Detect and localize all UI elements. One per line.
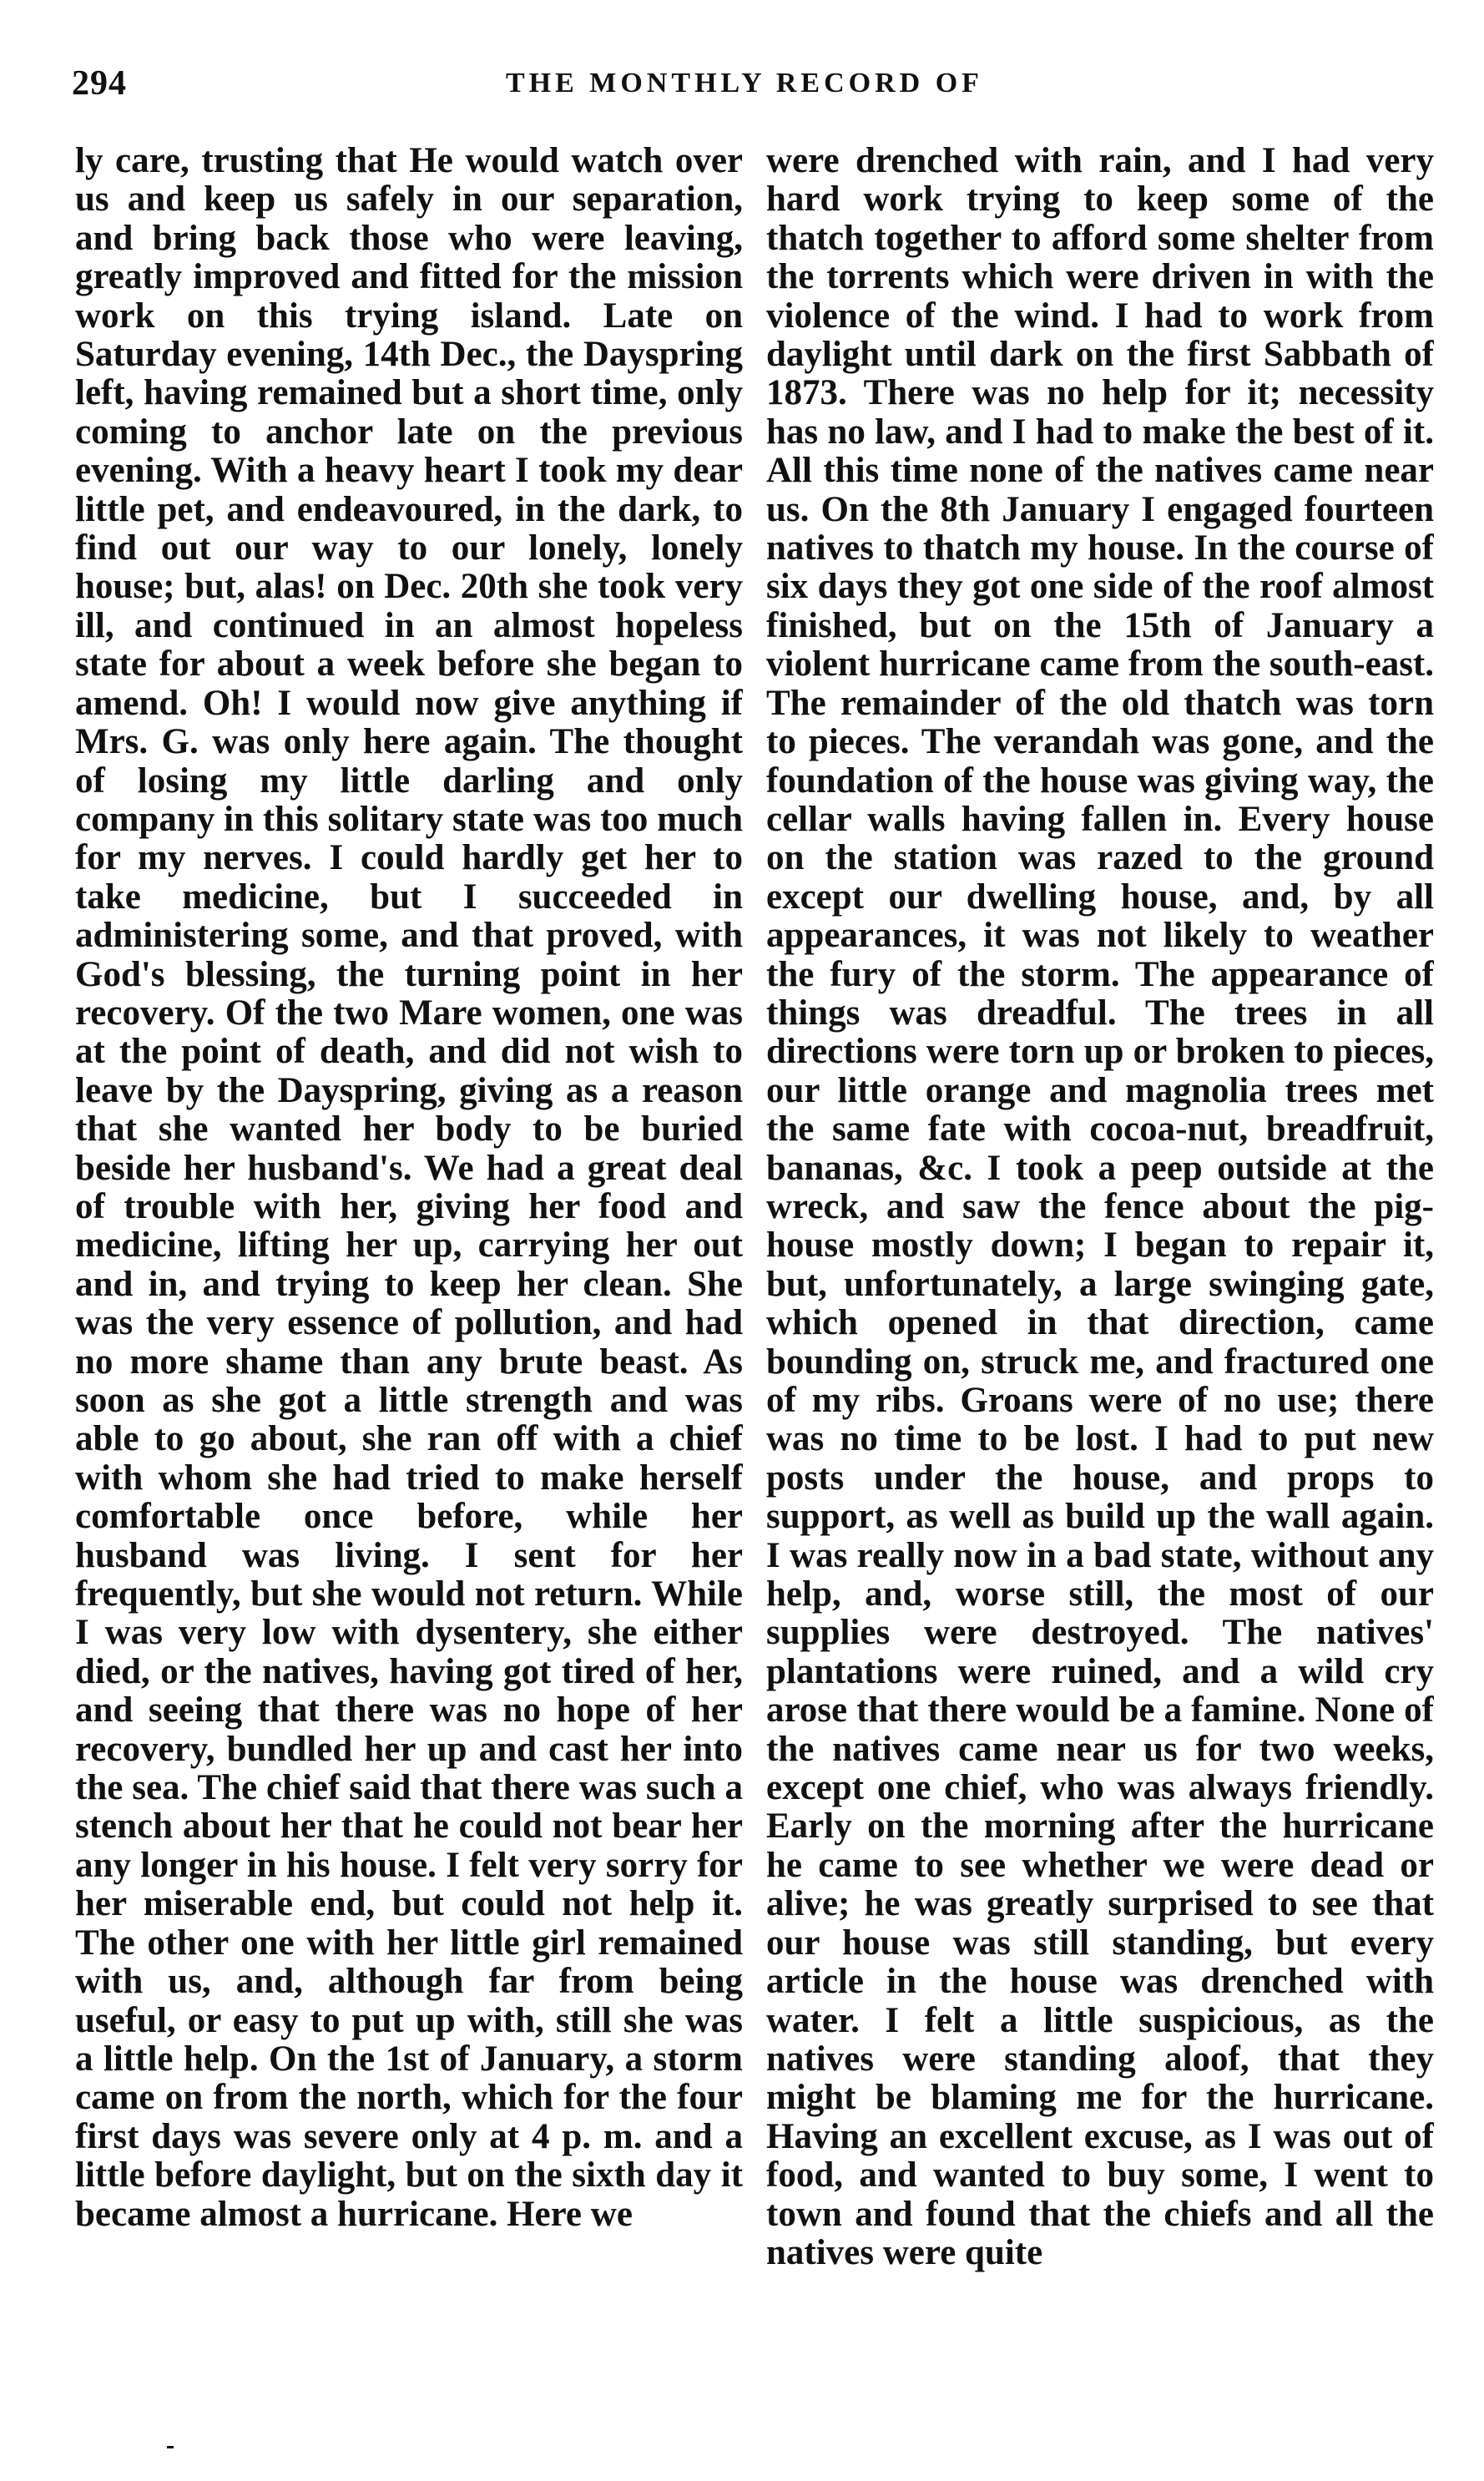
text-column-left — [75, 142, 743, 2396]
column-left-text: ly care, trusting that He would watch over us and keep us safely in our separation, and bring back those who were leaving, greatly improved and fitted for the mission work on this trying island. Late on Saturday evening, 14th Dec., the Dayspring left, having remained but a short time, only coming to anchor late on the previous evening. With a heavy heart I took my dear little pet, and endeavoured, in the dark, to find out our way to our lonely, lonely house; but, alas! on Dec. 20th she took very ill, and continued in an almost hopeless state for about a week before she began to amend. Oh! I would now give anything if Mrs. G. was only here again. The thought of losing my little darling and only company in this solitary state was too much for my nerves. I could hardly get her to take medicine, but I succeeded in administering some, and that proved, with God's blessing, the turning point in her recovery. Of the two Mare women, one was at the point of death, and did not wish to leave by the Dayspring, giving as a reason that she wanted her body to be buried beside her husband's. We had a great deal of trouble with her, giving her food and medicine, lifting her up, carrying her out and in, and trying to keep her clean. She was the very essence of pollution, and had no more shame than any brute beast. As soon as she got a little strength and was able to go about, she ran off with a chief with whom she had tried to make herself comfortable once before, while her husband was living. I sent for her frequently, but she would not return. While I was very low with dysentery, she either died, or the natives, having got tired of her, and seeing that there was no hope of her recovery, bundled her up and cast her into the sea. The chief said that there was such a stench about her that he could not bear her any longer in his house. I felt very sorry for her miserable end, but could not help it. The other one with her little girl remained with us, and, although far from being useful, or easy to put up with, still she was a little help. On the 1st of January, a storm came on from the north, which for the four first days was severe only at 4 p. m. and a little before daylight, but on the sixth day it became almost a hurricane. Here we — [75, 142, 743, 2234]
page-header — [72, 58, 1417, 109]
column-right-text: were drenched with rain, and I had very hard work trying to keep some of the thatch together to afford some shelter from the torrents which were driven in with the violence of the wind. I had to work from daylight until dark on the first Sabbath of 1873. There was no help for it; necessity has no law, and I had to make the best of it. All this time none of the natives came near us. On the 8th January I engaged fourteen natives to thatch my house. In the course of six days they got one side of the roof almost finished, but on the 15th of January a violent hurricane came from the south-east. The remainder of the old thatch was torn to pieces. The verandah was gone, and the foundation of the house was giving way, the cellar walls having fallen in. Every house on the station was razed to the ground except our dwelling house, and, by all appearances, it was not likely to weather the fury of the storm. The appearance of things was dreadful. The trees in all directions were torn up or broken to pieces, our little orange and magnolia trees met the same fate with cocoa-nut, breadfruit, bananas, &c. I took a peep outside at the wreck, and saw the fence about the pig-house mostly down; I began to repair it, but, unfortunately, a large swinging gate, which opened in that direction, came bounding on, struck me, and fractured one of my ribs. Groans were of no use; there was no time to be lost. I had to put new posts under the house, and props to support, as well as build up the wall again. I was really now in a bad state, without any help, and, worse still, the most of our supplies were destroyed. The natives' plantations were ruined, and a wild cry arose that there would be a famine. None of the natives came near us for two weeks, except one chief, who was always friendly. Early on the morning after the hurricane he came to see whether we were dead or alive; he was greatly surprised to see that our house was still standing, but every article in the house was drenched with water. I felt a little suspicious, as the natives were standing aloof, that they might be blaming me for the hurricane. Having an excellent excuse, as I was out of food, and wanted to buy some, I went to town and found that the chiefs and all the natives were quite — [766, 142, 1434, 2272]
text-column-right — [766, 142, 1434, 2396]
footer-mark — [167, 2446, 174, 2448]
page-number: 294 — [72, 64, 127, 103]
running-head: THE MONTHLY RECORD OF — [506, 68, 983, 99]
